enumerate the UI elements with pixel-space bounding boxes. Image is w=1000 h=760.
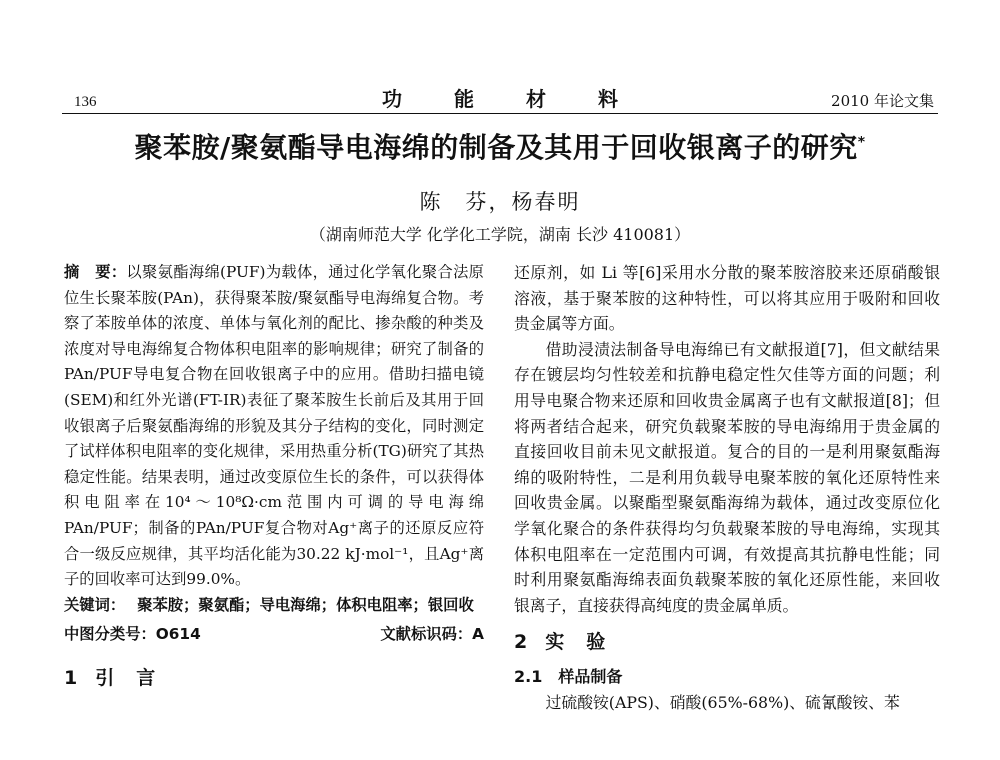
paragraph: 过硫酸铵(APS)、硝酸(65%-68%)、硫氰酸铵、苯 bbox=[545, 692, 900, 712]
abstract-label: 摘 要： bbox=[64, 263, 127, 281]
running-header bbox=[62, 84, 938, 114]
section-number: 2 bbox=[514, 631, 528, 654]
abstract bbox=[64, 260, 484, 593]
section-title: 实验 bbox=[545, 631, 628, 654]
header-rule bbox=[62, 113, 938, 114]
title-footnote-mark: * bbox=[857, 134, 866, 151]
subsection-title: 样品制备 bbox=[558, 666, 623, 686]
abstract-text: 以聚氨酯海绵(PUF)为载体，通过化学氧化聚合法原位生长聚苯胺(PAn)，获得聚苯胺/聚氨酯导电海绵复合物。考察了苯胺单体的浓度、单体与氧化剂的配比、掺杂酸的种类及浓度对导电海绵复合物体积电阻率的影响规律；研究了制备的PAn/PUF导电复合物在回收银离子中的应用。借助扫描电镜(SEM)和红外光谱(FT-IR)表征了聚苯胺生长前后及其用于回收银离子后聚氨酯海绵的形貌及其分子结构的变化，同时测定了试样体积电阻率的变化规律，采用热重分析(TG)研究了其热稳定性能。结果表明，通过改变原位生长的条件，可以获得体积电阻率在10⁴～10⁸Ω·cm范围内可调的导电海绵PAn/PUF；制备的PAn/PUF复合物对Ag⁺离子的还原反应符合一级反应规律，其平均活化能为30.22 kJ·mol⁻¹，且Ag⁺离子的回收率可达到99.0%。 bbox=[64, 263, 484, 589]
section-heading-experiment bbox=[514, 630, 940, 656]
page-number: 136 bbox=[74, 94, 97, 110]
affiliation: （湖南师范大学 化学化工学院，湖南 长沙 410081） bbox=[309, 225, 691, 244]
title-text: 聚苯胺/聚氨酯导电海绵的制备及其用于回收银离子的研究 bbox=[134, 131, 858, 164]
subsection-number: 2.1 bbox=[514, 666, 543, 686]
keywords bbox=[64, 593, 484, 619]
keywords-text: 聚苯胺；聚氨酯；导电海绵；体积电阻率；银回收 bbox=[137, 595, 474, 614]
classification bbox=[64, 622, 484, 648]
paragraph: 还原剂，如 Li 等[6]采用水分散的聚苯胺溶胶来还原硝酸银溶液，基于聚苯胺的这种特性，可以将其应用于吸附和回收贵金属等方面。 bbox=[514, 263, 940, 334]
paragraph: 借助浸渍法制备导电海绵已有文献报道[7]，但文献结果存在镀层均匀性较差和抗静电稳定性欠佳等方面的问题；利用导电聚合物来还原和回收贵金属离子也有文献报道[8]；但将两者结合起来，研究负载聚苯胺的导电海绵用于贵金属的直接回收目前未见文献报道。复合的目的一是利用聚氨酯海绵的吸附特性，二是利用负载导电聚苯胺的氧化还原特性来回收贵金属。以聚酯型聚氨酯海绵为载体，通过改变原位化学氧化聚合的条件获得均匀负载聚苯胺的导电海绵，实现其体积电阻率在一定范围内可调，有效提高其抗静电性能；同时利用聚氨酯海绵表面负载聚苯胺的氧化还原性能，来回收银离子，直接获得高纯度的贵金属单质。 bbox=[514, 339, 940, 615]
left-column bbox=[64, 260, 484, 692]
keywords-label: 关键词： bbox=[64, 595, 126, 614]
subsection-heading bbox=[514, 664, 940, 690]
paper-title bbox=[0, 126, 1000, 166]
authors: 陈 芬，杨春明 bbox=[419, 190, 581, 214]
section-number: 1 bbox=[64, 666, 78, 689]
journal-name: 功能材料 bbox=[382, 87, 670, 111]
section-title: 引言 bbox=[95, 666, 178, 689]
clc-number: 中图分类号：O614 bbox=[64, 625, 201, 644]
issue-label: 2010 年论文集 bbox=[831, 92, 934, 110]
document-code: 文献标识码：A bbox=[380, 625, 484, 644]
right-column bbox=[514, 260, 940, 715]
section-heading-introduction bbox=[64, 666, 484, 692]
